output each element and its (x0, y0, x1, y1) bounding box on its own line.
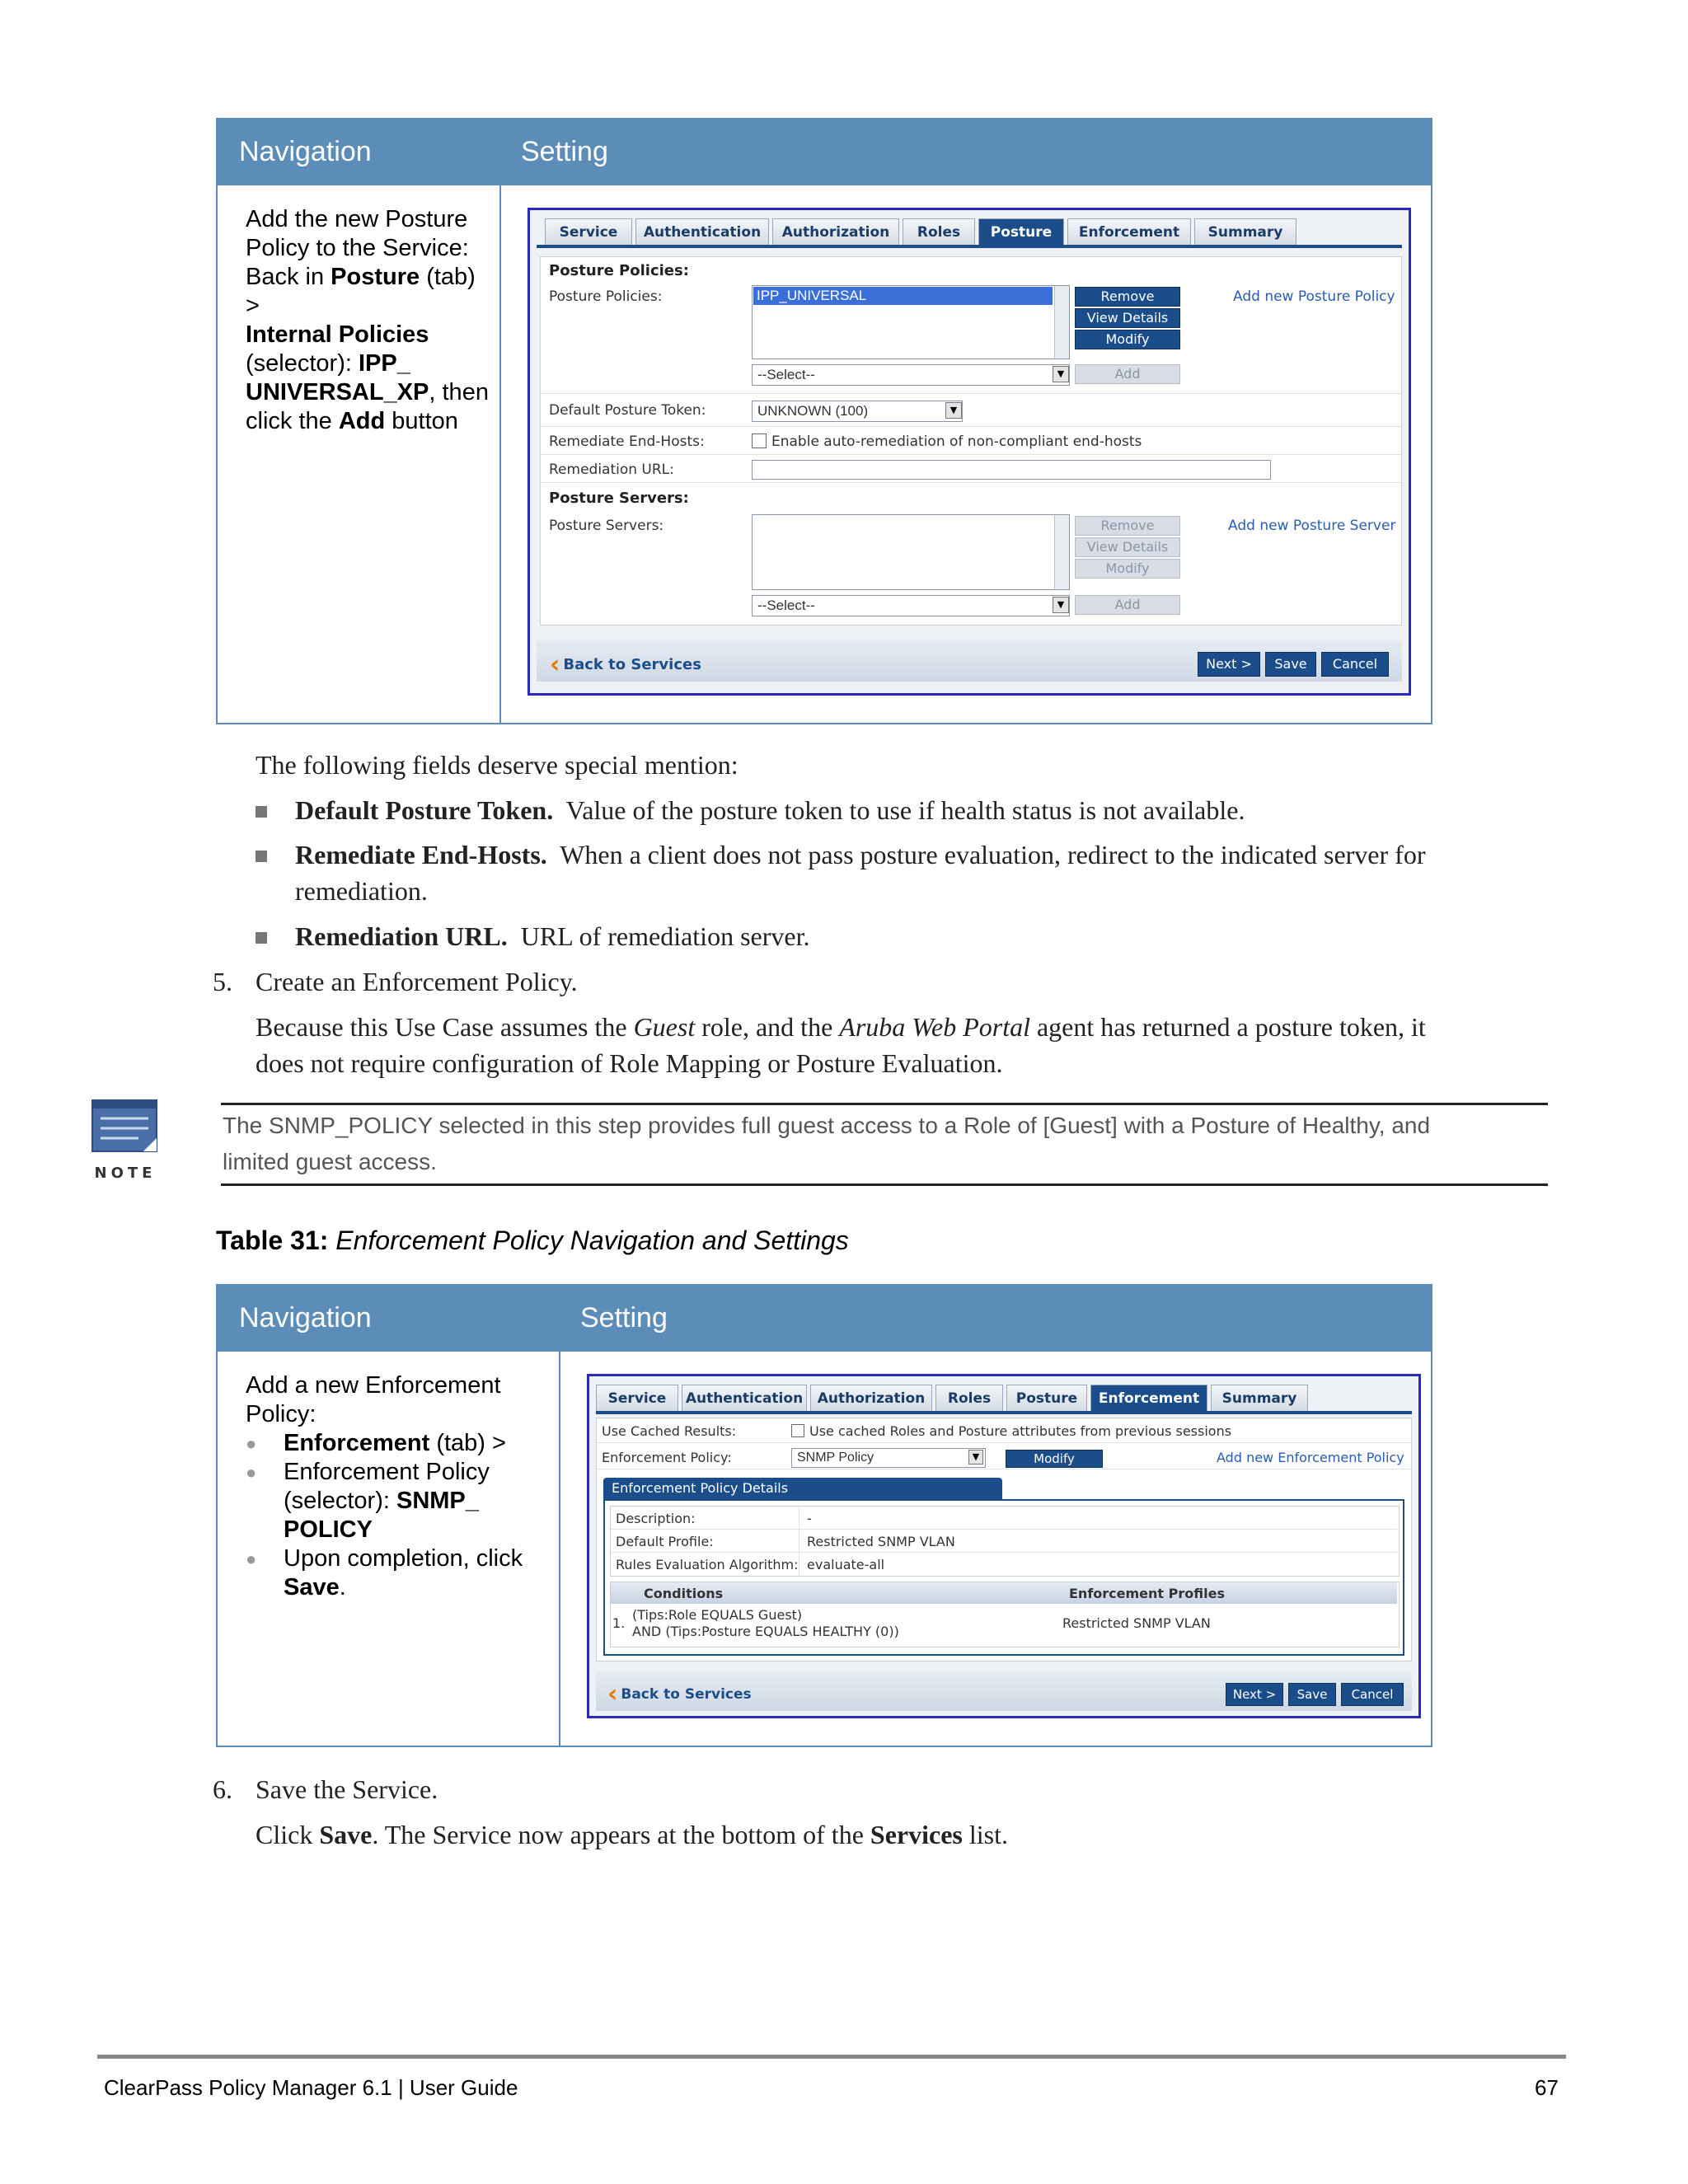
add-enforcement-policy-link[interactable]: Add new Enforcement Policy (1217, 1450, 1404, 1465)
step-5-text: Create an Enforcement Policy. (256, 967, 578, 996)
remediation-url-input[interactable] (752, 460, 1271, 480)
posture-policies-section: Posture Policies: (549, 262, 689, 279)
remediate-label: Remediate End-Hosts: (549, 434, 705, 450)
rule-condition-1: (Tips:Role EQUALS Guest) (632, 1607, 803, 1623)
header-setting: Setting (521, 136, 608, 167)
posture-servers-section: Posture Servers: (549, 490, 689, 507)
nav-bullet: ● Upon completion, click Save. (246, 1544, 552, 1602)
chevron-left-icon: ‹ (607, 1680, 618, 1708)
posture-panel (540, 256, 1402, 626)
posture-servers-list[interactable] (752, 514, 1070, 590)
bullet-remediation-url: Remediation URL. URL of remediation server. (295, 921, 810, 951)
chevron-down-icon[interactable]: ▼ (945, 402, 962, 419)
note-top-rule (221, 1103, 1548, 1105)
nav-bullet: ● Enforcement Policy (selector): SNMP_ POLICY (246, 1458, 552, 1544)
page-number: 67 (1535, 2075, 1559, 2100)
step-6-paragraph: Click Save. The Service now appears at the bottom of the Services list. (256, 1820, 1008, 1849)
bullet-default-token: Default Posture Token. Value of the posture token to use if health status is not available. (295, 795, 1245, 825)
conditions-header: Conditions (644, 1586, 724, 1601)
navigation-instructions: Add a new Enforcement Policy: ● Enforcement (tab) > ● Enforcement Policy (selector): SNMP_ POLICY ● Upon completion, click Save. (246, 1371, 552, 1602)
column-divider (499, 185, 501, 723)
tab-roles[interactable]: Roles (935, 1385, 1003, 1411)
tab-service[interactable]: Service (596, 1385, 678, 1411)
header-navigation: Navigation (239, 136, 372, 167)
table-header (218, 120, 1431, 185)
notepad-icon (91, 1099, 160, 1153)
tab-posture[interactable]: Posture (1006, 1385, 1087, 1411)
enforcement-profiles-header: Enforcement Profiles (1069, 1586, 1225, 1601)
tab-roles[interactable]: Roles (903, 218, 975, 245)
step-6-number: 6. (213, 1774, 232, 1804)
remediation-url-label: Remediation URL: (549, 462, 674, 478)
service-tabs (537, 217, 1402, 248)
bullet-square (256, 932, 267, 944)
tab-authorization[interactable]: Authorization (810, 1385, 932, 1411)
note-bottom-rule (221, 1183, 1548, 1186)
add-posture-server-link[interactable]: Add new Posture Server (1228, 518, 1396, 534)
tab-authentication[interactable]: Authentication (682, 1385, 807, 1411)
rule-condition-2: AND (Tips:Posture EQUALS HEALTHY (0)) (632, 1624, 899, 1639)
enforcement-policy-label: Enforcement Policy: (602, 1450, 732, 1465)
add-button[interactable]: Add (1075, 364, 1180, 384)
server-view-details-button[interactable]: View Details (1075, 537, 1180, 557)
enforcement-policy-select[interactable]: SNMP Policy (791, 1448, 986, 1468)
bullet-square (256, 851, 267, 862)
table-caption: Table 31: Enforcement Policy Navigation and Settings (216, 1226, 849, 1255)
step-5-paragraph: Because this Use Case assumes the Guest role, and the Aruba Web Portal agent has returned a posture token, it does not require configuration of Role Mapping or Posture Evaluation. (256, 1012, 1426, 1078)
cancel-button[interactable]: Cancel (1321, 652, 1389, 677)
chevron-down-icon[interactable]: ▼ (1053, 366, 1069, 382)
posture-server-select[interactable]: --Select-- (752, 595, 1070, 616)
remove-button[interactable]: Remove (1075, 287, 1180, 307)
header-setting: Setting (580, 1302, 668, 1333)
server-modify-button[interactable]: Modify (1075, 559, 1180, 579)
add-posture-policy-link[interactable]: Add new Posture Policy (1233, 288, 1395, 305)
chevron-down-icon[interactable]: ▼ (1053, 597, 1069, 613)
rules-table (610, 1582, 1400, 1647)
modify-button[interactable]: Modify (1075, 330, 1180, 349)
posture-policies-list[interactable] (752, 285, 1070, 359)
posture-policy-item[interactable]: IPP_UNIVERSAL (753, 287, 1053, 305)
enforcement-table (216, 1284, 1432, 1747)
default-token-label: Default Posture Token: (549, 402, 706, 419)
intro-text: The following fields deserve special mention: (256, 750, 738, 780)
remediate-checkbox-label: Enable auto-remediation of non-compliant end-hosts (771, 434, 1142, 450)
rules-header (611, 1582, 1397, 1604)
default-profile-label: Default Profile: (616, 1534, 714, 1549)
policy-details-box (603, 1499, 1404, 1656)
bullet-square (256, 806, 267, 818)
bottom-bar (537, 640, 1402, 682)
list-scrollbar[interactable] (1054, 515, 1069, 589)
enforcement-screenshot (587, 1374, 1421, 1718)
save-button[interactable]: Save (1288, 1683, 1336, 1706)
posture-policy-select[interactable]: --Select-- (752, 364, 1070, 386)
tab-enforcement[interactable]: Enforcement (1090, 1385, 1207, 1411)
back-to-services-link[interactable]: ‹ Back to Services (607, 1680, 752, 1708)
posture-screenshot (528, 208, 1411, 696)
details-grid (610, 1506, 1400, 1577)
tab-posture[interactable]: Posture (978, 218, 1064, 245)
list-scrollbar[interactable] (1054, 286, 1069, 359)
note-label: NOTE (94, 1165, 157, 1182)
chevron-left-icon: ‹ (550, 650, 560, 679)
footer-title: ClearPass Policy Manager 6.1 | User Guide (104, 2075, 518, 2100)
next-button[interactable]: Next > (1226, 1683, 1283, 1706)
algorithm-value: evaluate-all (807, 1557, 885, 1572)
rule-number: 1. (612, 1615, 626, 1631)
next-button[interactable]: Next > (1198, 652, 1260, 677)
algorithm-label: Rules Evaluation Algorithm: (616, 1557, 799, 1572)
navigation-instructions: Add the new Posture Policy to the Service: Back in Posture (tab) > Internal Policies (selector): IPP_ UNIVERSAL_XP, then click the Add button (246, 206, 489, 434)
note-text: The SNMP_POLICY selected in this step provides full guest access to a Role of [Guest] with a Posture of Healthy, and limited guest access. (223, 1113, 1431, 1174)
tab-enforcement[interactable]: Enforcement (1067, 218, 1191, 245)
default-token-select[interactable]: UNKNOWN (100) (752, 401, 963, 422)
tab-authorization[interactable]: Authorization (772, 218, 899, 245)
description-label: Description: (616, 1511, 696, 1526)
posture-policies-label: Posture Policies: (549, 288, 663, 305)
nav-bullet: ● Enforcement (tab) > (246, 1429, 552, 1458)
policy-details-tab: Enforcement Policy Details (603, 1478, 1002, 1499)
tab-authentication[interactable]: Authentication (635, 218, 769, 245)
default-profile-value: Restricted SNMP VLAN (807, 1534, 955, 1549)
cancel-button[interactable]: Cancel (1341, 1683, 1404, 1706)
remediate-checkbox[interactable] (752, 434, 767, 448)
cached-results-checkbox[interactable] (791, 1424, 804, 1437)
cached-results-checkbox-label: Use cached Roles and Posture attributes from previous sessions (809, 1423, 1232, 1439)
column-divider (559, 1352, 560, 1746)
note-icon (91, 1099, 160, 1182)
description-value: - (807, 1511, 812, 1526)
chevron-down-icon[interactable]: ▼ (968, 1450, 983, 1465)
bottom-bar (596, 1671, 1412, 1711)
server-remove-button[interactable]: Remove (1075, 516, 1180, 536)
rule-profile: Restricted SNMP VLAN (1062, 1615, 1211, 1631)
table-header (218, 1286, 1431, 1352)
tab-summary[interactable]: Summary (1194, 218, 1296, 245)
back-to-services-link[interactable]: ‹ Back to Services (550, 650, 701, 679)
header-navigation: Navigation (239, 1302, 372, 1333)
step-6-text: Save the Service. (256, 1774, 438, 1804)
bullet-remediate: Remediate End-Hosts. When a client does not pass posture evaluation, redirect to the indicated server for remediation. (295, 840, 1426, 906)
tab-service[interactable]: Service (545, 218, 632, 245)
posture-table (216, 118, 1432, 724)
posture-servers-label: Posture Servers: (549, 518, 664, 534)
enforcement-panel (596, 1418, 1412, 1661)
service-tabs (596, 1383, 1412, 1414)
view-details-button[interactable]: View Details (1075, 308, 1180, 328)
modify-button[interactable]: Modify (1006, 1450, 1103, 1468)
tab-summary[interactable]: Summary (1211, 1385, 1308, 1411)
cached-results-label: Use Cached Results: (602, 1423, 737, 1439)
server-add-button[interactable]: Add (1075, 595, 1180, 615)
step-5-number: 5. (213, 967, 232, 996)
save-button[interactable]: Save (1265, 652, 1316, 677)
footer-rule (97, 2055, 1566, 2059)
